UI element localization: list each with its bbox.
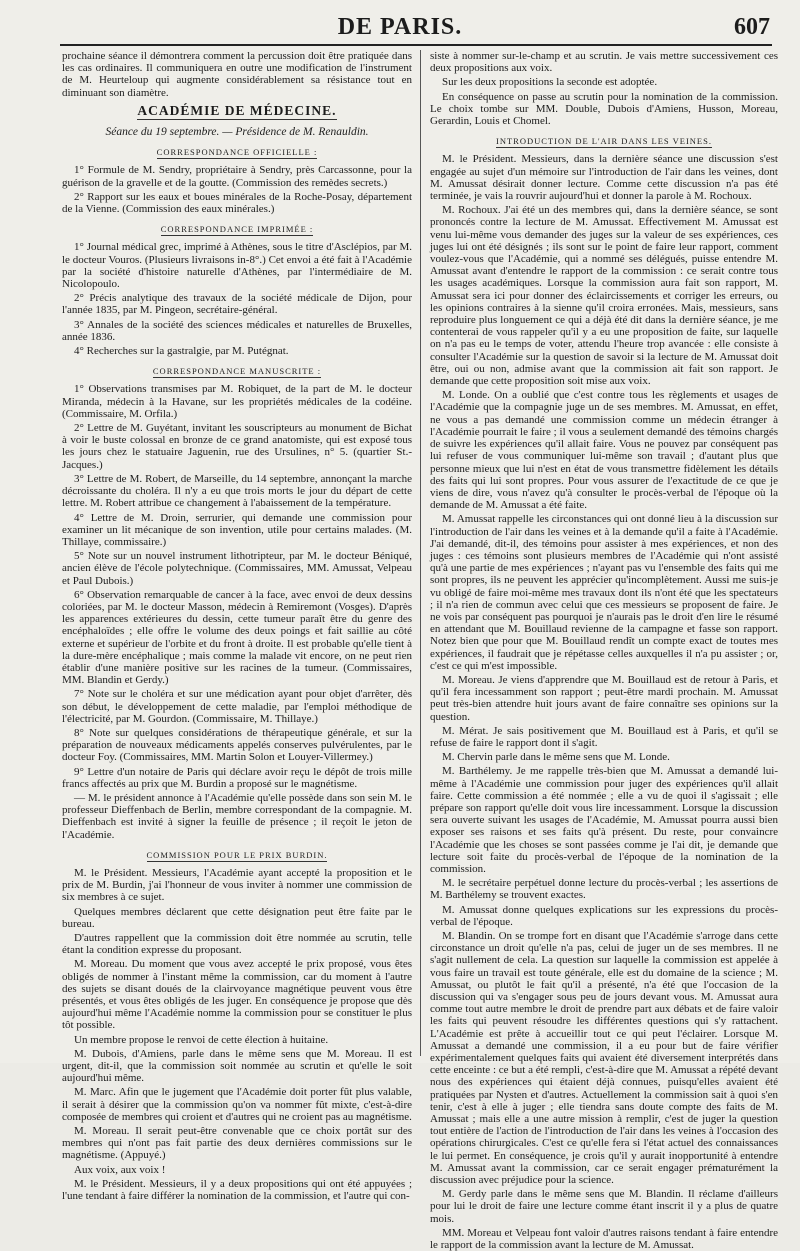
paragraph: M. Londe. On a oublié que c'est contre tous les règlements et usages de l'Académie que la compagnie juge un de ses membres. M. Amussat, en effet, ne vous a pas demandé une commission comme un médecin étranger à l'Académie pourrait le faire ; il vous a seulement demandé des témoins chargés de suivre les expériences qu'il allait faire. Vous ne pouvez par conséquent pas lui refuser de vous communiquer lui-même son travail ; d'autant plus que personne mieux que lui n'est en état de vous transmettre fidèlement les détails des faits qui lui sont propres. Pour vous assurer de l'exactitude de ce que je viens de dire, vous n'avez qu'à consulter le procès-verbal de l'époque où la demande de M. Amussat a été faite. xyxy=(430,389,778,512)
paragraph: MM. Moreau et Velpeau font valoir d'autres raisons tendant à faire entendre le rapport de la commission avant la lecture de M. Amussat. xyxy=(430,1226,778,1251)
section-heading xyxy=(62,849,412,861)
paragraph: 2° Lettre de M. Guyétant, invitant les souscripteurs au monument de Bichat à voir le buste colossal en bronze de ce grand anatomiste, qui est exposé tous les jours chez le statuaire Jaguenin, rue des Ursulines, n° 5. (quartier St.-Jacques.) xyxy=(62,422,412,471)
paragraph: siste à nommer sur-le-champ et au scrutin. Je vais mettre successivement ces deux propositions aux voix. xyxy=(430,50,778,75)
paragraph: D'autres rappellent que la commission doit être nommée au scrutin, telle étant la condition expresse du proposant. xyxy=(62,932,412,957)
session-line: Séance du 19 septembre. — Présidence de M. Renauldin. xyxy=(105,126,369,139)
paragraph: M. le secrétaire perpétuel donne lecture du procès-verbal ; les assertions de M. Barthélemy se trouvent exactes. xyxy=(430,877,778,902)
running-title: DE PARIS. xyxy=(337,14,463,40)
paragraph: 1° Formule de M. Sendry, propriétaire à Sendry, près Carcassonne, pour la guérison de la gravelle et de la goutte. (Commission des remèdes secrets.) xyxy=(62,164,412,189)
section-heading-text: CORRESPONDANCE IMPRIMÉE : xyxy=(160,224,314,235)
paragraph: 9° Lettre d'un notaire de Paris qui déclare avoir reçu le dépôt de trois mille francs affectés au prix que M. Burdin a proposé sur le magnétisme. xyxy=(62,765,412,790)
section-heading xyxy=(62,223,412,235)
paragraph: M. Moreau. Je viens d'apprendre que M. Bouillaud est de retour à Paris, et qu'il fera incessamment son rapport ; peut-être mardi prochain. M. Amussat peut très-bien attendre huit jours avant de faire connaître ses opinions sur la question. xyxy=(430,673,778,723)
paragraph: M. le Président. Messieurs, il y a deux propositions qui ont été appuyées ; l'une tendant à faire différer la nomination de la commission, et l'autre qui con- xyxy=(62,1177,412,1203)
paragraph: Un membre propose le renvoi de cette élection à huitaine. xyxy=(74,1033,329,1046)
paragraph: 3° Lettre de M. Robert, de Marseille, du 14 septembre, annonçant la marche décroissante du choléra. Il n'y a eu que trois morts le jour du départ de cette lettre. M. Robert attribue ce changement à l'abaissement de la température. xyxy=(62,472,412,510)
paragraph: Aux voix, aux voix ! xyxy=(74,1163,166,1176)
paragraph: M. Moreau. Il serait peut-être convenable que ce choix portât sur des membres qui n'ont pas fait partie des deux dernières commissions sur le magnétisme. (Appuyé.) xyxy=(62,1125,412,1162)
paragraph: 2° Précis analytique des travaux de la société médicale de Dijon, pour l'année 1835, par M. Pingeon, secrétaire-général. xyxy=(62,292,412,317)
paragraph: M. Barthélemy. Je me rappelle très-bien que M. Amussat a demandé lui-même à l'Académie une commission pour juger des expériences qu'il allait faire. Cette commission a été nommée ; elle a vu de quoi il s'agissait ; elle prépare son rapport qu'elle doit vous lire incessamment. Lorsque la discussion sera ouverte suivant les usages de l'Académie, M. Amussat pourra aussi bien exposer ses raisons et ses faits qu'à présent. Du reste, pour convaincre l'Académie que les choses se sont passées comme je l'ai dit, je demande que lecture soit faite du procès-verbal de l'époque de la nomination de la commission. xyxy=(430,765,778,875)
paragraph: 3° Annales de la société des sciences médicales et naturelles de Bruxelles, année 1836. xyxy=(62,318,412,343)
paragraph: M. Blandin. On se trompe fort en disant que l'Académie s'arroge dans cette circonstance un droit qu'elle n'a pas, celui de juger un de ses membres. Il ne s'agit nullement de cela. La question sur laquelle la commission est appelée à vous faire un travail est toute générale, elle est du domaine de la science ; M. Amussat, ou plutôt le fait qu'il a présenté, n'a été que l'occasion de la discussion qui va s'engager sous peu de jours devant vous. M. Amussat aura comme tout autre membre le droit de prendre part aux débats et de faire valoir les faits qui peuvent résoudre les différentes questions qui s'y rattachent. L'Académie est prête à accueillir tout ce qui peut l'éclairer. Lorsque M. Amussat a demandé une commission, il a eu pour but de faire vérifier expérimentalement quelques faits qui avaient été diversement interprétés dans cette enceinte : ce but a été rempli, c'est-à-dire que M. Amussat a répété devant nous des expériences qui étaient déjà connues, puisqu'elles avaient été pratiquées par Nysten et d'autres. Actuellement la commission sait à quoi s'en tenir, c'est à elle à juger ; elle tiendra sans doute compte des faits de M. Amussat ; mais elle a une autre mission à remplir, c'est de juger la question tout entière de l'action de l'introduction de l'air dans les veines à l'occasion des opérations chirurgicales. C'est ce qu'elle fera si l'état actuel des connaissances le lui permet. En conséquence, je crois qu'il y aurait inopportunité à entendre M. Amussat avant la commission, car ce serait engager prématurément la discussion avec préjudice pour la science. xyxy=(430,930,778,1187)
paragraph: M. Dubois, d'Amiens, parle dans le même sens que M. Moreau. Il est urgent, dit-il, que la commission soit nommée au scrutin et qu'elle le soit aujourd'hui même. xyxy=(62,1047,412,1085)
paragraph: M. Mérat. Je sais positivement que M. Bouillaud est à Paris, et qu'il se refuse de faire le rapport dont il s'agit. xyxy=(430,724,778,749)
paragraph: 2° Rapport sur les eaux et boues minérales de la Roche-Posay, département de la Vienne. (Commission des eaux minérales.) xyxy=(62,190,412,216)
paragraph: M. Gerdy parle dans le même sens que M. Blandin. Il réclame d'ailleurs pour lui le droit de faire une lecture comme étant inscrit il y a plus de quatre mois. xyxy=(430,1188,778,1225)
paragraph: 4° Lettre de M. Droin, serrurier, qui demande une commission pour examiner un lit mécanique de son invention, utile pour certains malades. (M. Thillaye, commissaire.) xyxy=(62,511,412,548)
section-heading xyxy=(62,365,412,377)
section-heading-text: CORRESPONDANCE MANUSCRITE : xyxy=(152,366,322,377)
paragraph: 4° Recherches sur la gastralgie, par M. Putégnat. xyxy=(74,345,289,358)
paragraph: 7° Note sur le choléra et sur une médication ayant pour objet d'arrêter, dès son début, le développement de cette maladie, par l'emploi méthodique de l'électricité, par M. Gourdon. (Commissaire, M. Thillaye.) xyxy=(62,688,412,725)
academy-title-wrap xyxy=(62,102,412,120)
paragraph: 5° Note sur un nouvel instrument lithotripteur, par M. le docteur Béniqué, ancien élève de l'école polytechnique. (Commissaires, MM. Amussat, Velpeau et Paul Dubois.) xyxy=(62,550,412,587)
paragraph: M. Amussat donne quelques explications sur les expressions du procès-verbal de l'époque. xyxy=(430,903,778,928)
paragraph: 1° Journal médical grec, imprimé à Athènes, sous le titre d'Asclépios, par M. le docteur Vouros. (Plusieurs livraisons in-8°.) Cet envoi a été fait à l'Académie par la société d'histoire naturelle d'Athènes, par l'intermédiaire de M. Nicolopoulo. xyxy=(62,241,412,291)
paragraph: M. Moreau. Du moment que vous avez accepté le prix proposé, vous êtes obligés de nommer à l'instant même la commission, car du moment à l'autre des sujets se disant doués de la clairvoyance magnétique peuvent vous être présentés, et vous êtes obligés de les juger. En conséquence je propose que dès aujourd'hui même l'Académie nomme la commission pour se constituer le plus tôt possible. xyxy=(62,958,412,1032)
paragraph: — M. le président annonce à l'Académie qu'elle possède dans son sein M. le professeur Dieffenbach de Berlin, membre correspondant de la compagnie. M. Dieffenbach est invité à signer la feuille de présence ; il reçoit le jeton de l'Académie. xyxy=(62,791,412,841)
paragraph: Sur les deux propositions la seconde est adoptée. xyxy=(442,76,658,89)
left-column xyxy=(62,50,412,1203)
section-heading-text: COMMISSION POUR LE PRIX BURDIN. xyxy=(146,849,328,860)
column-divider xyxy=(420,50,421,1056)
paragraph: M. Rochoux. J'ai été un des membres qui, dans la dernière séance, se sont prononcés contre la lecture de M. Amussat. Effectivement M. Amussat est venu lui-même vous demander des juges sur la valeur de ses expériences, ces juges lui ont été désignés ; ils sont sur le point de faire leur rapport, comment voulez-vous que l'Académie, qui a nommé ses délégués, puisse entendre M. Amussat avant d'entendre le rapport de la commission : ce serait contre tous les usages académiques. Lorsque la commission aura fait son rapport, M. Amussat sera ici pour donner des éclaircissements et corriger les erreurs, ou les opinions contraires à la sienne qu'il croira erronées. Mais, messieurs, sans reproduire plus longuement ce qui a déjà été dit dans la dernière séance, je me contenterai de vous rappeler qu'il y a eu une proposition de faite, sur laquelle on n'a pas eu le temps de voter, attendu l'heure trop avancée : elle consiste à consulter l'Académie sur la question de savoir si la lecture de M. Amussat doit être, oui ou non, admise avant que la commission ait fait son rapport. Je demande que cette proposition soit mise aux voix. xyxy=(430,204,778,388)
section-heading-text: CORRESPONDANCE OFFICIELLE : xyxy=(156,147,318,158)
page-header xyxy=(0,0,800,46)
paragraph: En conséquence on passe au scrutin pour la nomination de la commission. Le choix tombe sur MM. Double, Dubois d'Amiens, Husson, Moreau, Gerardin, Louis et Chomel. xyxy=(430,90,778,128)
header-rule xyxy=(60,44,772,46)
paragraph: 8° Note sur quelques considérations de thérapeutique générale, et sur la préparation de nouveaux médicaments appelés conserves pulvérulentes, par le docteur Foy. (Commissaires, MM. Martin Solon et Louyer-Villermey.) xyxy=(62,726,412,764)
academy-title: ACADÉMIE DE MÉDECINE. xyxy=(137,105,336,120)
paragraph: M. Chervin parle dans le même sens que M. Londe. xyxy=(442,751,670,764)
page-number: 607 xyxy=(734,14,770,40)
paragraph: 1° Observations transmises par M. Robiquet, de la part de M. le docteur Miranda, médecin à la Havane, sur les propriétés médicales de la codéine. (Commissaire, M. Orfila.) xyxy=(62,383,412,420)
paragraph: M. le Président. Messieurs, l'Académie ayant accepté la proposition et le prix de M. Burdin, j'ai l'honneur de vous inviter à nommer une commission de six membres à ce sujet. xyxy=(62,866,412,904)
section-heading xyxy=(430,135,778,147)
paragraph: Quelques membres déclarent que cette désignation peut être faite par le bureau. xyxy=(62,905,412,930)
paragraph: prochaine séance il démontrera comment la percussion doit être pratiquée dans les cas ordinaires. Il communiquera en outre une modification de l'instrument de M. Heurteloup qui augmente considérablement sa résistance tout en diminuant son diamètre. xyxy=(62,50,412,99)
section-heading xyxy=(62,146,412,158)
paragraph: M. Amussat rappelle les circonstances qui ont donné lieu à la discussion sur l'introduction de l'air dans les veines et à la demande qu'il a faite à l'Académie. J'ai demandé, dit-il, des témoins pour assister à mes expériences, et non des juges : ces témoins sont plusieurs membres de l'Académie qui n'ont assisté qu'à une partie de mes expériences ; n'ayant pas vu l'ensemble des faits qui me sont propres, ils ne peuvent les apprécier qu'incomplètement. Aussi me suis-je vu obligé de faire moi-même mes travaux dont ils n'ont été que les spectateurs ; il n'a rien de commun avec celui que ces messieurs se proposent de faire. Je ne vois par conséquent pas pourquoi je n'aurais pas le droit d'en lire le résumé en attendant que M. Bouillaud revienne de la campagne et fasse son rapport. Notez bien que pour que M. Bouillaud rendît un compte exact de toutes mes expériences, il faudrait que je répétasse celles auxquelles il n'a pu assister ; or, c'est ce qui m'est impossible. xyxy=(430,513,778,672)
paragraph: 6° Observation remarquable de cancer à la face, avec envoi de deux dessins coloriées, par M. le docteur Masson, médecin à Remiremont (Vosges). D'après les apparences extérieures du dessin, cette tumeur paraît être du genre des encéphaloïdes ; elle offre le volume des deux poings et fait saillie au côté externe et supérieur de l'orbite et du front à droite. Il est probable qu'elle tient à la dure-mère encéphalique ; mais comme la malade vit encore, on ne peut rien établir d'une manière positive sur les racines de la tumeur. (Commissaires, MM. Blandin et Gerdy.) xyxy=(62,588,412,687)
paragraph: M. Marc. Afin que le jugement que l'Académie doit porter fût plus valable, il serait à désirer que la commission qu'on va nommer fût mixte, c'est-à-dire composée de membres qui croient et d'autres qui ne croient pas au magnétisme. xyxy=(62,1086,412,1123)
section-heading-text: INTRODUCTION DE L'AIR DANS LES VEINES. xyxy=(496,136,712,147)
right-column xyxy=(430,50,778,1251)
paragraph: M. le Président. Messieurs, dans la dernière séance une discussion s'est engagée au sujet d'un mémoire sur l'introduction de l'air dans les veines, dont M. Amussat désirait donner lecture. Comme cette discussion n'a pas été terminée, je vais la rouvrir aujourd'hui et donner la parole à M. Rochoux. xyxy=(430,153,778,203)
